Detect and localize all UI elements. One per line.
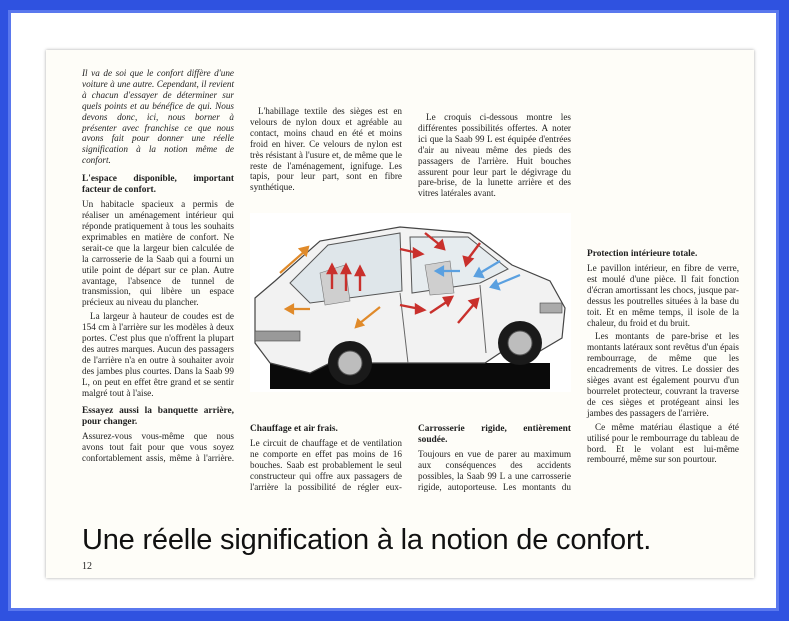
protection-paragraph-3: Ce même matériau élastique a été utilisé pour le rembourrage du tableau de bord. Et le volant est lui-même rembourré, même sur son pourtour. — [587, 421, 739, 465]
heading-body: Carrosserie rigide, entièrement soudée. — [418, 424, 571, 445]
protection-paragraph-2: Les montants de pare-brise et les montants latéraux sont revêtus d'un épais rembourrage, de même que les encadrements de vitres. Le dossier des sièges avant est également pourvu d'un bourrelet protecteur, couvrant la traverse de ces sièges et protégeant ainsi les jambes des passagers de l'arrière. — [587, 331, 739, 418]
heading-protection: Protection intérieure totale. — [587, 249, 698, 259]
column-2-lower — [250, 424, 402, 497]
heading-heating: Chauffage et air frais. — [250, 424, 338, 434]
scan-frame — [8, 10, 779, 611]
page-headline: Une réelle signification à la notion de confort. — [82, 524, 652, 556]
space-paragraph-1: Un habitacle spacieux a permis de réaliser un aménagement intérieur qui réponde pratiquement à tous les souhaits exprimables en matière de confort. Ne serait-ce que la largeur bien calculée de la carrosserie de la Saab qui a fourni un utile point de départ sur ce plan. Autre avantage, l'absence de tunnel de transmission, qui libère un espace précieux au niveau du plancher. — [82, 199, 234, 308]
page-number: 12 — [82, 561, 92, 572]
brochure-page — [46, 50, 754, 578]
rear-seat-paragraph-1: Assurez-vous vous-même que nous avons tout fait pour que vous soyez confortablement assis, même à l'arrière. — [82, 431, 234, 464]
space-paragraph-2: La largeur à hauteur de coudes est de 154 cm à l'arrière sur les modèles à deux portes. C'est plus que n'offrent la plupart des autres marques. Aucun des passagers de l'arrière n'a en outre à souhaiter avoir des jambes plus courtes. Dans la Saab 99 L, on peut en effet être grand et se sentir malgré tout à l'aise. — [82, 311, 234, 398]
column-4 — [587, 63, 739, 468]
column-2 — [250, 62, 402, 196]
heating-paragraph-2: Le croquis ci-dessous montre les différentes possibilités offertes. A noter ici que la Saab 99 L est équipée d'entrées d'air au niveau même des pieds des passagers de l'arrière. Huit bouches assurent pour leur part le dégivrage du pare-brise, de la lunette arrière et des vitres latérales avant. — [418, 112, 571, 199]
car-airflow-illustration — [250, 213, 571, 392]
heating-paragraph-1: Le circuit de chauffage et de ventilation ne comporte en effet pas moins de 16 bouches. Saab est probablement le seul constructeur qui offre aux passagers de l'arrière la possibilité de régler eux- — [250, 438, 402, 492]
heading-space: L'espace disponible, important facteur de confort. — [82, 174, 234, 196]
protection-paragraph-1: Le pavillon intérieur, en fibre de verre, est moulé d'une pièce. Il fait fonction d'écran amortissant les chocs, jusque par-dessus les poutrelles situées à la base du toit. Et en même temps, il isole de la chaleur, du froid et du bruit. — [587, 263, 739, 328]
column-1 — [82, 68, 234, 467]
column-3 — [418, 64, 571, 202]
rear-seat-paragraph-2: L'habillage textile des sièges est en velours de nylon doux et agréable au contact, moins chaud en été et moins froid en hiver. Ce velours de nylon est très résistant à l'usure et, de même que le reste de l'aménagement, ignifuge. Les tapis, pour leur part, sont en fibre synthétique. — [250, 106, 402, 193]
intro-paragraph: Il va de soi que le confort diffère d'une voiture à une autre. Cependant, il revient à chacun d'essayer de déterminer sur quels points et au bénéfice de qui. Nous devons donc, ici, nous borner à présenter avec franchise ce que nous avons fait pour donner une réelle signification à la notion même de confort. — [82, 68, 234, 166]
body-paragraph-1: Toujours en vue de parer au maximum aux conséquences des accidents possibles, la Saab 99 L a une carrosserie rigide, autoporteuse. Les montants du — [418, 449, 571, 492]
heading-rear-seat: Essayez aussi la banquette arrière, pour changer. — [82, 406, 234, 428]
column-3-lower — [418, 424, 571, 496]
